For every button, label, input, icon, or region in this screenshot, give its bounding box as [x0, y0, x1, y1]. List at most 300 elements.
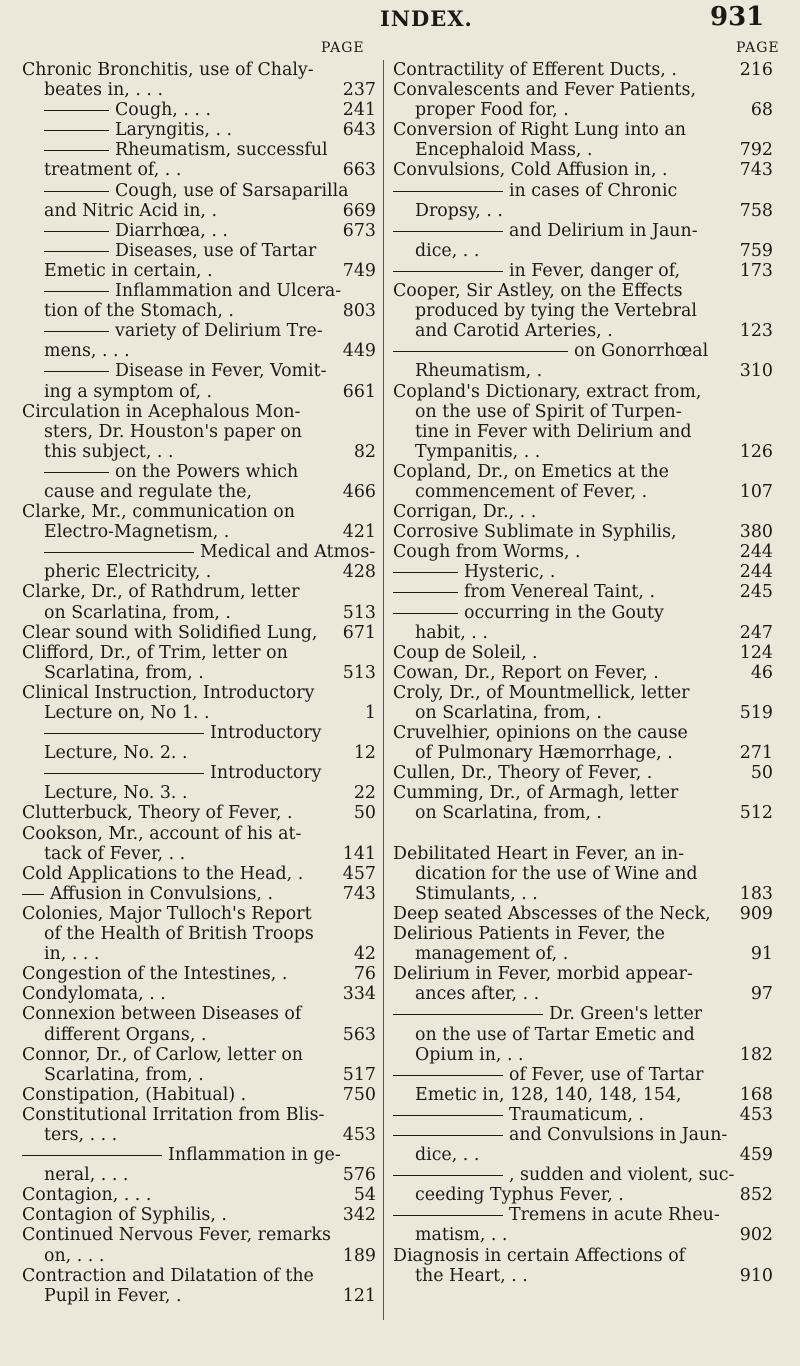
index-entry-text [44, 341, 130, 361]
index-entry-page: 244 [739, 562, 773, 583]
index-entry-text [22, 1045, 303, 1065]
index-entry-line [22, 1045, 376, 1065]
index-entry-page: 121 [342, 1285, 376, 1306]
index-entry-page: 54 [353, 1185, 376, 1206]
index-entry-text [44, 763, 322, 783]
index-entry-page: 76 [353, 964, 376, 985]
index-entry-line [22, 221, 376, 241]
ditto-dash [393, 1075, 503, 1076]
index-entry-page: 513 [342, 602, 376, 623]
index-entry-label: Cruvelhier, opinions on the cause [393, 723, 688, 744]
index-entry-line [22, 201, 376, 221]
index-entry-line [393, 643, 773, 663]
index-entry-line [393, 321, 773, 341]
ditto-dash [44, 191, 109, 192]
index-entry-text [44, 562, 211, 582]
index-entry-text [393, 1246, 685, 1266]
index-entry-label: Cough, . . . [115, 100, 212, 121]
index-entry-text [22, 964, 287, 984]
index-entry-label: cause and regulate the, [44, 481, 252, 502]
index-entry-text [415, 442, 540, 462]
index-entry-text [393, 1205, 720, 1225]
index-entry-text [415, 1085, 682, 1105]
index-entry-label: Cookson, Mr., account of his at- [22, 823, 302, 844]
index-entry-text [22, 402, 300, 422]
index-entry-line [393, 1246, 773, 1266]
index-entry-label: on the use of Spirit of Turpen- [415, 401, 682, 422]
index-entry-label: Emetic in certain, . [44, 260, 213, 281]
index-entry-line [22, 1185, 376, 1205]
index-entry-label: the Heart, . . [415, 1265, 528, 1286]
index-entry-text [393, 462, 669, 482]
index-entry-label: habit, . . [415, 622, 488, 643]
ditto-dash [44, 371, 109, 372]
index-entry-page: 643 [342, 120, 376, 141]
ditto-dash [44, 231, 109, 232]
index-entry-line [22, 442, 376, 462]
index-entry-text [44, 100, 211, 120]
index-entry-label: Constitutional Irritation from Blis- [22, 1104, 325, 1125]
index-entry-page: 519 [739, 703, 773, 723]
index-entry-text [415, 884, 538, 904]
index-entry-line [22, 1225, 376, 1245]
index-entry-text [22, 884, 273, 904]
index-entry-line [393, 1045, 773, 1065]
index-entry-label: Condylomata, . . [22, 984, 166, 1005]
index-entry-text [393, 683, 690, 703]
index-entry-page: 466 [342, 481, 376, 502]
index-entry-text [44, 160, 181, 180]
index-entry-line [22, 663, 376, 683]
index-entry-label: tine in Fever with Delirium and [415, 421, 692, 442]
index-entry-label: ing a symptom of, . [44, 381, 213, 402]
index-entry-text [44, 281, 341, 301]
index-entry-text [415, 1025, 695, 1045]
ditto-dash [44, 472, 109, 473]
index-entry-label: Cumming, Dr., of Armagh, letter [393, 783, 679, 804]
index-entry-line [22, 924, 376, 944]
index-entry-line [393, 442, 773, 462]
index-entry-label: treatment of, . . [44, 160, 182, 181]
index-entry-line [22, 643, 376, 663]
index-entry-text [44, 542, 375, 562]
index-entry-page: 576 [342, 1165, 376, 1186]
index-entry-text [44, 703, 210, 723]
index-entry-page: 124 [739, 642, 773, 663]
index-entry-line [393, 221, 773, 241]
index-entry-page: 310 [739, 361, 773, 382]
index-entry-line [393, 1185, 773, 1205]
index-entry-page: 792 [739, 140, 773, 161]
index-entry-label: Cough, use of Sarsaparilla [115, 180, 349, 201]
index-entry-line [393, 281, 773, 301]
index-entry-text [22, 984, 166, 1004]
ditto-dash [393, 592, 458, 593]
index-entry-label: Encephaloid Mass, . [415, 140, 593, 161]
index-entry-label: dice, . . [415, 240, 480, 261]
index-entry-text [22, 803, 293, 823]
index-entry-text [393, 522, 677, 542]
index-entry-label: Connexion between Diseases of [22, 1004, 302, 1025]
index-entry-line [22, 542, 376, 562]
index-entry-text [393, 341, 708, 361]
index-entry-line [393, 60, 773, 80]
index-entry-text [393, 1105, 644, 1125]
index-entry-line [22, 904, 376, 924]
index-entry-line [393, 382, 773, 402]
index-entry-line [393, 723, 773, 743]
index-entry-line [22, 1165, 376, 1185]
index-entry-text [393, 582, 655, 602]
index-entry-label: Laryngitis, . . [115, 120, 233, 141]
index-entry-label: Chronic Bronchitis, use of Chaly- [22, 60, 314, 80]
index-entry-text [415, 422, 692, 442]
ditto-dash [22, 1155, 162, 1156]
index-entry-label: Convulsions, Cold Affusion in, . [393, 160, 668, 181]
index-entry-label: Introductory [210, 723, 322, 744]
index-entry-line [393, 562, 773, 582]
index-entry-text [44, 1025, 206, 1045]
index-entry-label: occurring in the Gouty [464, 602, 664, 623]
ditto-dash [44, 150, 109, 151]
index-entry-line [393, 1065, 773, 1085]
index-entry-text [22, 60, 314, 80]
index-entry-text [44, 663, 204, 683]
index-entry-line [22, 683, 376, 703]
index-entry-text [393, 964, 693, 984]
index-entry-text [22, 1004, 301, 1024]
index-entry-text [44, 1065, 204, 1085]
index-entry-text [44, 783, 188, 803]
index-entry-label: Clarke, Mr., communication on [22, 502, 295, 523]
index-entry-line [393, 100, 773, 120]
index-entry-page: 673 [342, 220, 376, 241]
index-entry-label: Pupil in Fever, . [44, 1285, 182, 1306]
index-entry-label: , sudden and violent, suc- [509, 1165, 735, 1186]
index-entry-text [415, 703, 602, 723]
index-entry-page: 183 [739, 883, 773, 904]
index-entry-line [22, 1286, 376, 1306]
index-entry-text [22, 502, 295, 522]
index-entry-text [415, 984, 539, 1004]
index-entry-line [393, 1004, 773, 1024]
index-entry-label: Diarrhœa, . . [115, 220, 228, 241]
index-entry-page: 743 [739, 160, 773, 181]
index-entry-label: Cold Applications to the Head, . [22, 863, 304, 884]
ditto-dash [393, 1135, 503, 1136]
index-entry-text [44, 120, 232, 140]
index-entry-text [393, 783, 678, 803]
index-entry-text [44, 140, 328, 160]
index-entry-label: Affusion in Convulsions, . [50, 883, 274, 904]
index-entry-page: 449 [342, 341, 376, 362]
index-entry-page: 68 [750, 100, 773, 121]
index-entry-page: 216 [739, 60, 773, 80]
index-entry-label: Copland, Dr., on Emetics at the [393, 461, 669, 482]
index-entry-label: Inflammation in ge- [168, 1145, 341, 1166]
index-entry-line [393, 944, 773, 964]
index-entry-text [22, 1185, 151, 1205]
index-entry-label: Hysteric, . [464, 562, 556, 583]
index-entry-label: Cooper, Sir Astley, on the Effects [393, 281, 683, 302]
index-entry-label: Colonies, Major Tulloch's Report [22, 903, 312, 924]
index-entry-label: Congestion of the Intestines, . [22, 964, 288, 985]
index-entry-text [44, 844, 185, 864]
index-entry-text [44, 382, 212, 402]
index-entry-line [393, 683, 773, 703]
index-entry-label: Convalescents and Fever Patients, [393, 80, 696, 101]
index-entry-line [393, 964, 773, 984]
index-entry-text [44, 301, 234, 321]
index-entry-label: produced by tying the Vertebral [415, 301, 697, 322]
index-entry-line [22, 1105, 376, 1125]
index-entry-line [393, 1085, 773, 1105]
ditto-dash [393, 572, 458, 573]
index-entry-page: 909 [739, 903, 773, 924]
ditto-dash [44, 251, 109, 252]
ditto-dash [393, 1014, 543, 1015]
index-entry-line [393, 1225, 773, 1245]
index-entry-label: Tremens in acute Rheu- [509, 1205, 720, 1226]
index-entry-text [393, 1004, 702, 1024]
index-entry-label: Tympanitis, . . [415, 441, 541, 462]
column-divider [383, 60, 384, 1320]
index-entry-page: 182 [739, 1044, 773, 1065]
index-entry-line [22, 100, 376, 120]
index-entry-label: Scarlatina, from, . [44, 1064, 204, 1085]
index-entry-page: 50 [353, 803, 376, 824]
ditto-dash [22, 894, 44, 895]
index-entry-line [393, 1205, 773, 1225]
index-entry-label: Dropsy, . . [415, 200, 503, 221]
index-entry-label: Emetic in, 128, 140, 148, 154, [415, 1084, 682, 1105]
index-entry-line [393, 864, 773, 884]
index-entry-text [415, 201, 503, 221]
index-entry-label: Debilitated Heart in Fever, an in- [393, 843, 685, 864]
ditto-dash [44, 110, 109, 111]
index-entry-line [22, 1025, 376, 1045]
index-entry-line [393, 824, 773, 844]
index-entry-label: Disease in Fever, Vomit- [115, 361, 327, 382]
ditto-dash [393, 231, 503, 232]
index-entry-line [22, 562, 376, 582]
index-entry-page: 517 [342, 1064, 376, 1085]
index-entry-label: from Venereal Taint, . [464, 582, 655, 603]
index-entry-line [393, 1165, 773, 1185]
index-entry-line [393, 80, 773, 100]
index-entry-page: 42 [353, 944, 376, 965]
index-entry-text [44, 1286, 182, 1306]
index-entry-text [393, 643, 538, 663]
index-entry-page: 126 [739, 441, 773, 462]
index-entry-text [393, 763, 652, 783]
index-entry-line [393, 201, 773, 221]
index-entry-text [44, 1246, 104, 1266]
index-entry-line [22, 181, 376, 201]
left-index-column [22, 60, 376, 1306]
index-entry-line [22, 944, 376, 964]
index-entry-line [22, 623, 376, 643]
index-entry-label: Constipation, (Habitual) . [22, 1084, 247, 1105]
index-entry-page: 750 [342, 1084, 376, 1105]
ditto-dash [393, 1215, 503, 1216]
index-entry-page: 91 [750, 944, 773, 965]
index-entry-line [22, 803, 376, 823]
index-entry-text [393, 60, 677, 80]
index-entry-text [415, 1185, 624, 1205]
index-entry-page: 12 [353, 743, 376, 764]
index-entry-text [44, 603, 231, 623]
index-entry-label: Continued Nervous Fever, remarks [22, 1225, 331, 1246]
index-entry-line [393, 984, 773, 1004]
index-entry-line [393, 241, 773, 261]
index-entry-page: 513 [342, 662, 376, 683]
index-entry-page: 749 [342, 260, 376, 281]
index-entry-line [393, 924, 773, 944]
index-entry-line [22, 321, 376, 341]
index-entry-label: Lecture, No. 3. . [44, 783, 188, 804]
index-entry-label: management of, . [415, 944, 569, 965]
index-entry-page: 50 [750, 763, 773, 784]
page-header-title: INDEX. [380, 6, 473, 31]
index-entry-text [415, 301, 697, 321]
index-entry-line [22, 281, 376, 301]
index-entry-label: on Scarlatina, from, . [44, 602, 231, 623]
index-entry-line [393, 422, 773, 442]
index-entry-page: 189 [342, 1245, 376, 1266]
index-entry-label: tion of the Stomach, . [44, 301, 234, 322]
index-entry-text [415, 803, 602, 823]
index-entry-line [22, 60, 376, 80]
index-entry-line [393, 1105, 773, 1125]
index-entry-page: 453 [739, 1104, 773, 1125]
index-entry-label: Inflammation and Ulcera- [115, 281, 342, 302]
index-entry-page: 563 [342, 1024, 376, 1045]
index-entry-text [393, 80, 696, 100]
index-entry-page: 141 [342, 843, 376, 864]
index-entry-label: and Carotid Arteries, . [415, 321, 613, 342]
index-entry-text [44, 944, 99, 964]
index-entry-page: 453 [342, 1124, 376, 1145]
index-entry-line [22, 502, 376, 522]
index-entry-page: 245 [739, 582, 773, 603]
right-index-column [393, 60, 773, 1286]
index-entry-line [22, 603, 376, 623]
index-entry-line [22, 80, 376, 100]
index-entry-page: 910 [739, 1265, 773, 1286]
index-entry-label: in, . . . [44, 944, 100, 965]
index-entry-page: 107 [739, 481, 773, 502]
index-entry-text [415, 321, 613, 341]
index-entry-label: Conversion of Right Lung into an [393, 120, 686, 141]
index-entry-label: on the use of Tartar Emetic and [415, 1024, 695, 1045]
index-entry-label: Coup de Soleil, . [393, 642, 538, 663]
index-entry-label: ceeding Typhus Fever, . [415, 1185, 624, 1206]
index-entry-line [22, 864, 376, 884]
index-entry-line [22, 582, 376, 602]
index-entry-label: Electro-Magnetism, . [44, 522, 230, 543]
ditto-dash [44, 130, 109, 131]
index-entry-page: 380 [739, 522, 773, 543]
index-entry-label: variety of Delirium Tre- [115, 321, 323, 342]
index-entry-line [22, 422, 376, 442]
index-entry-text [415, 1145, 479, 1165]
index-entry-text [44, 482, 252, 502]
index-entry-line [393, 140, 773, 160]
index-entry-line [393, 361, 773, 381]
index-entry-label: Traumaticum, . [509, 1104, 644, 1125]
index-entry-text [393, 562, 555, 582]
index-entry-page: 663 [342, 160, 376, 181]
index-entry-text [415, 241, 479, 261]
index-entry-line [393, 542, 773, 562]
index-entry-text [393, 221, 698, 241]
index-entry-line [393, 743, 773, 763]
index-entry-text [415, 140, 593, 160]
index-entry-line [22, 402, 376, 422]
index-entry-line [22, 703, 376, 723]
index-entry-line [393, 783, 773, 803]
index-entry-text [393, 603, 664, 623]
index-entry-line [393, 884, 773, 904]
index-entry-line [393, 120, 773, 140]
index-entry-label: Corrigan, Dr., . . [393, 502, 537, 523]
index-entry-text [393, 181, 677, 201]
index-entry-label: Opium in, . . [415, 1044, 524, 1065]
index-entry-text [44, 422, 302, 442]
index-entry-page: 46 [750, 662, 773, 683]
index-entry-label: Delirium in Fever, morbid appear- [393, 964, 693, 985]
index-entry-page: 457 [342, 863, 376, 884]
index-entry-line [22, 1085, 376, 1105]
index-entry-text [44, 221, 228, 241]
index-entry-label: Connor, Dr., of Carlow, letter on [22, 1044, 303, 1065]
index-entry-label: Deep seated Abscesses of the Neck, [393, 903, 711, 924]
index-entry-text [22, 1205, 227, 1225]
index-entry-page: 803 [342, 301, 376, 322]
index-entry-label: matism, . . [415, 1225, 508, 1246]
index-entry-line [22, 382, 376, 402]
right-column-page-heading: PAGE [736, 40, 780, 56]
index-entry-label: Copland's Dictionary, extract from, [393, 381, 702, 402]
index-entry-line [22, 964, 376, 984]
index-entry-label: on Gonorrhœal [574, 341, 709, 362]
index-entry-page: 459 [739, 1145, 773, 1166]
index-entry-page: 512 [739, 803, 773, 824]
index-entry-label: different Organs, . [44, 1024, 207, 1045]
index-entry-text [44, 181, 349, 201]
index-entry-label: dice, . . [415, 1145, 480, 1166]
index-entry-line [393, 623, 773, 643]
index-entry-text [44, 80, 163, 100]
index-entry-text [415, 1266, 528, 1286]
ditto-dash [44, 733, 204, 734]
index-entry-label: Contractility of Efferent Ducts, . [393, 60, 677, 80]
index-entry-text [415, 864, 698, 884]
index-entry-line [22, 120, 376, 140]
index-entry-line [393, 1266, 773, 1286]
index-entry-line [22, 1004, 376, 1024]
index-entry-text [44, 321, 323, 341]
index-entry-page: 852 [739, 1185, 773, 1206]
index-entry-line [22, 462, 376, 482]
index-entry-text [22, 864, 303, 884]
index-entry-line [393, 1025, 773, 1045]
index-entry-page: 759 [739, 240, 773, 261]
index-entry-line [393, 402, 773, 422]
index-entry-label: on the Powers which [115, 461, 299, 482]
index-entry-line [22, 783, 376, 803]
